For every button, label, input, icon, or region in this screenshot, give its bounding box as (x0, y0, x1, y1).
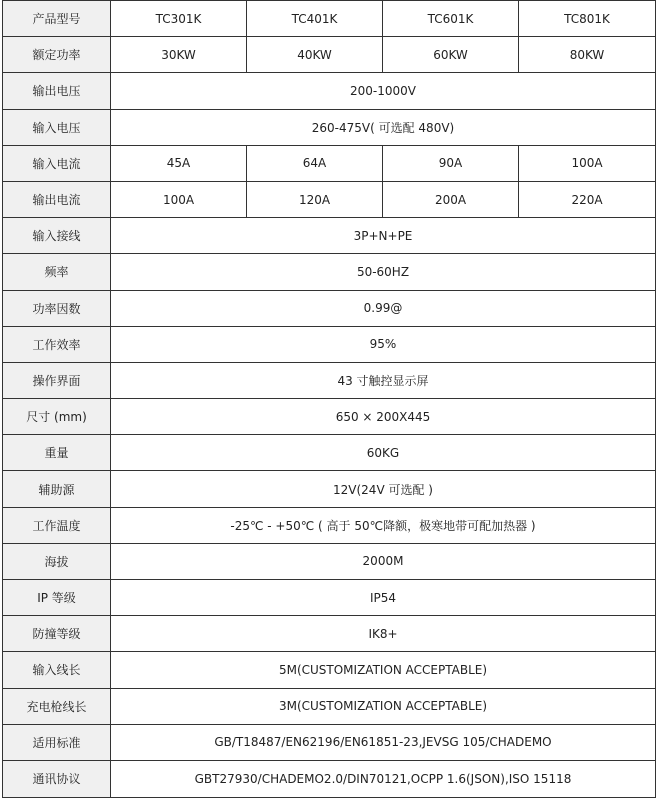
row-label-cell: 输入线长 (3, 652, 111, 688)
row-label-cell: 输入电压 (3, 109, 111, 145)
row-value-cell: 60KW (383, 37, 519, 73)
model-cell-tc301k: TC301K (111, 1, 247, 37)
row-label-cell: 输入电流 (3, 145, 111, 181)
row-value-cell: 60KG (111, 435, 656, 471)
row-value-cell: 200A (383, 181, 519, 217)
table-row (3, 471, 656, 507)
table-row (3, 435, 656, 471)
spec-table (2, 0, 656, 798)
row-value-cell: 100A (519, 145, 656, 181)
row-label-cell: 适用标准 (3, 724, 111, 760)
row-label-cell: 重量 (3, 435, 111, 471)
row-value-cell: 95% (111, 326, 656, 362)
table-row (3, 616, 656, 652)
row-label-cell: 尺寸 (mm) (3, 399, 111, 435)
row-value-cell: 3P+N+PE (111, 218, 656, 254)
row-value-cell: 43 寸触控显示屏 (111, 362, 656, 398)
row-value-cell: GB/T18487/EN62196/EN61851-23,JEVSG 105/CHADEMO (111, 724, 656, 760)
row-value-cell: 120A (247, 181, 383, 217)
table-row (3, 507, 656, 543)
table-row (3, 724, 656, 760)
row-value-cell: 45A (111, 145, 247, 181)
table-row (3, 73, 656, 109)
row-value-cell: 650 × 200X445 (111, 399, 656, 435)
table-row (3, 254, 656, 290)
row-label-cell: 辅助源 (3, 471, 111, 507)
row-label-cell: 充电枪线长 (3, 688, 111, 724)
row-value-cell: 30KW (111, 37, 247, 73)
table-header-row (3, 1, 656, 37)
table-row (3, 399, 656, 435)
spec-table-container (2, 0, 656, 798)
row-value-cell: 200-1000V (111, 73, 656, 109)
table-row (3, 37, 656, 73)
table-row (3, 326, 656, 362)
row-value-cell: 40KW (247, 37, 383, 73)
row-value-cell: 80KW (519, 37, 656, 73)
table-row (3, 362, 656, 398)
row-value-cell: 64A (247, 145, 383, 181)
row-label-cell: 输出电流 (3, 181, 111, 217)
row-value-cell: 2000M (111, 543, 656, 579)
row-value-cell: IK8+ (111, 616, 656, 652)
table-row (3, 760, 656, 797)
row-value-cell: 220A (519, 181, 656, 217)
model-cell-tc801k: TC801K (519, 1, 656, 37)
row-label-cell: 输出电压 (3, 73, 111, 109)
table-row (3, 688, 656, 724)
row-label-cell: 功率因数 (3, 290, 111, 326)
row-label-cell: 额定功率 (3, 37, 111, 73)
row-value-cell: 0.99@ (111, 290, 656, 326)
row-value-cell: 5M(CUSTOMIZATION ACCEPTABLE) (111, 652, 656, 688)
row-label-cell: 频率 (3, 254, 111, 290)
table-row (3, 543, 656, 579)
row-label-cell: 防撞等级 (3, 616, 111, 652)
row-value-cell: 12V(24V 可选配 ) (111, 471, 656, 507)
row-value-cell: IP54 (111, 580, 656, 616)
table-row (3, 109, 656, 145)
table-row (3, 580, 656, 616)
row-label-cell: IP 等级 (3, 580, 111, 616)
row-value-cell: GBT27930/CHADEMO2.0/DIN70121,OCPP 1.6(JSON),ISO 15118 (111, 760, 656, 797)
header-label-cell: 产品型号 (3, 1, 111, 37)
spec-table-body (3, 1, 656, 798)
row-label-cell: 工作效率 (3, 326, 111, 362)
table-row (3, 218, 656, 254)
table-row (3, 290, 656, 326)
row-value-cell: 90A (383, 145, 519, 181)
table-row (3, 652, 656, 688)
model-cell-tc401k: TC401K (247, 1, 383, 37)
row-label-cell: 海拔 (3, 543, 111, 579)
model-cell-tc601k: TC601K (383, 1, 519, 37)
row-value-cell: 100A (111, 181, 247, 217)
table-row (3, 181, 656, 217)
row-label-cell: 工作温度 (3, 507, 111, 543)
row-label-cell: 操作界面 (3, 362, 111, 398)
row-label-cell: 通讯协议 (3, 760, 111, 797)
row-value-cell: 260-475V( 可选配 480V) (111, 109, 656, 145)
row-value-cell: -25℃ - +50℃ ( 高于 50℃降额，极寒地带可配加热器 ) (111, 507, 656, 543)
table-row (3, 145, 656, 181)
row-value-cell: 3M(CUSTOMIZATION ACCEPTABLE) (111, 688, 656, 724)
row-value-cell: 50-60HZ (111, 254, 656, 290)
row-label-cell: 输入接线 (3, 218, 111, 254)
